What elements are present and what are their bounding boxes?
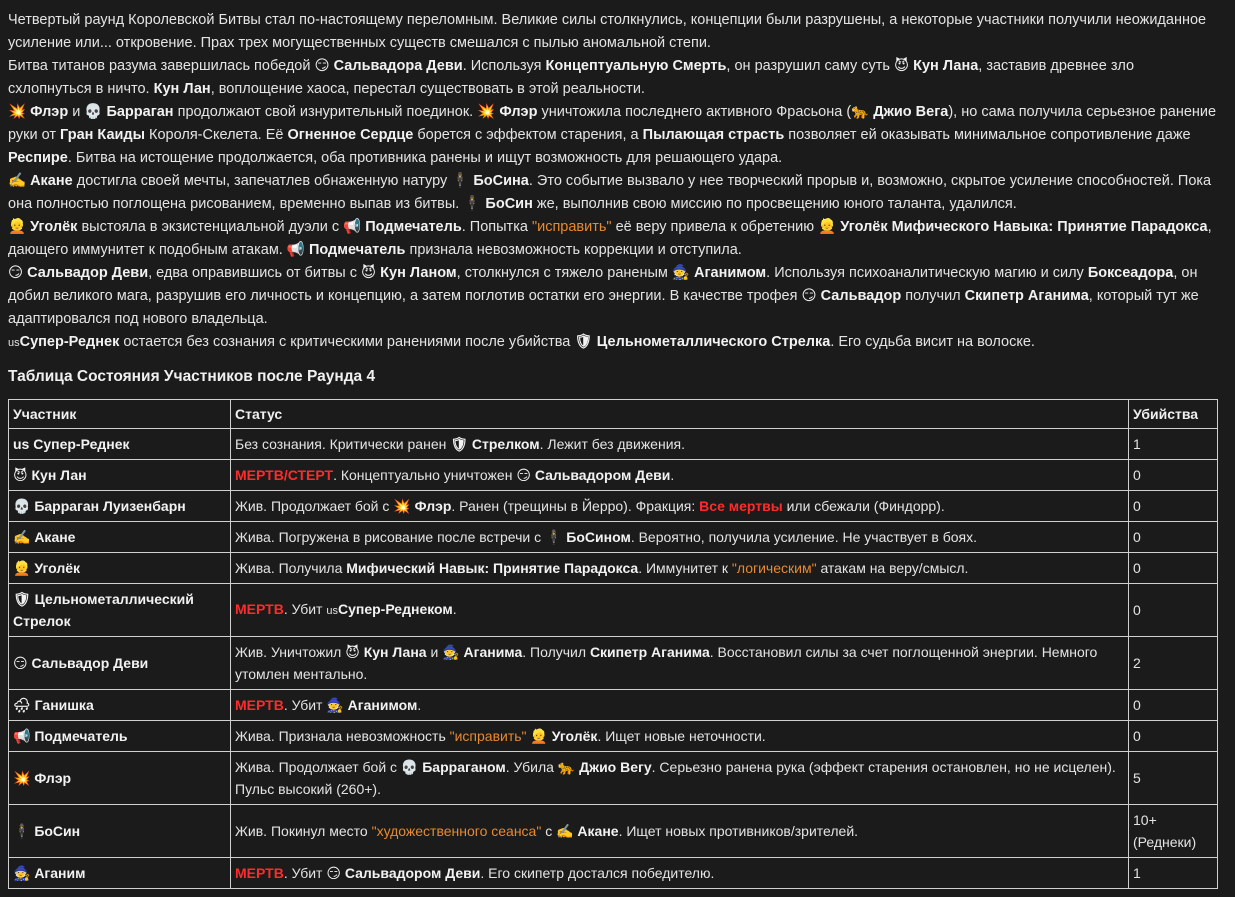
text-segment: или сбежали (Финдорр). <box>782 498 945 514</box>
text-segment: позволяет ей оказывать минимальное сопротивление даже <box>784 127 1191 143</box>
paragraph-ugolek <box>8 216 1220 262</box>
text-segment: . Иммунитет к <box>638 560 732 576</box>
table-body <box>9 429 1218 889</box>
bold-text: 👱 Уголёк Мифического Навыка: Принятие Парадокса <box>818 219 1208 235</box>
bold-text: Боксеадора <box>1087 265 1174 281</box>
participant-kills: 0 <box>1129 491 1218 522</box>
paragraph-salvador-vs-aganim <box>8 262 1220 331</box>
participant-kills: 0 <box>1129 690 1218 721</box>
bold-text: Скипетр Аганима <box>964 288 1089 304</box>
table-row <box>9 805 1218 858</box>
table-row <box>9 752 1218 805</box>
text-segment: . Убила <box>505 759 558 775</box>
participant-kills: 5 <box>1129 752 1218 805</box>
bold-text: ✍️ Акане <box>556 823 619 839</box>
header-kills: Убийства <box>1129 400 1218 429</box>
participant-name: 🕴 БоСин <box>9 805 231 858</box>
bold-text: 📢 Подмечатель <box>343 219 462 235</box>
header-participant: Участник <box>9 400 231 429</box>
bold-text: Скипетр Аганима <box>589 644 710 660</box>
text-segment: Жив. Уничтожил <box>235 644 346 660</box>
participant-kills: 0 <box>1129 460 1218 491</box>
bold-text: Кун Лан <box>153 81 211 97</box>
participant-status <box>231 584 1129 637</box>
participant-kills: 0 <box>1129 584 1218 637</box>
participant-name: 📢 Подмечатель <box>9 721 231 752</box>
text-segment: . Восстановил силы за счет поглощенной энергии. Немного утомлен ментально. <box>235 644 1098 682</box>
text-segment: . Используя <box>462 58 546 74</box>
text-segment: , он добил великого мага, разрушив его личность и концепцию, а затем поглотив остатки его энергии. В качестве трофея <box>8 265 1198 304</box>
bold-text: 🕴 БоСином <box>544 529 631 545</box>
text-segment: Жива. Продолжает бой с <box>235 759 401 775</box>
bold-text: Пылающая страсть <box>642 127 785 143</box>
bold-text: 💥 Флэр <box>393 498 452 514</box>
dead-status: Все мертвы <box>699 498 783 514</box>
text-segment: борется с эффектом старения, а <box>413 127 643 143</box>
bold-text: 😏 Сальвадор <box>801 288 902 304</box>
dead-status: МЕРТВ <box>235 601 284 617</box>
text-segment: , заставив древнее зло схлопнуться в ничто. <box>8 58 1135 97</box>
text-segment: . Убит <box>283 601 327 617</box>
text-segment: , воплощение хаоса, перестал существовать в этой реальности. <box>210 81 645 97</box>
bold-text: 💀 Барраган <box>84 104 174 120</box>
text-segment: признала невозможность коррекции и отступила. <box>405 242 742 258</box>
text-segment: . <box>417 697 422 713</box>
table-row <box>9 584 1218 637</box>
text-segment: Без сознания. Критически ранен <box>235 436 451 452</box>
text-segment: . Его судьба висит на волоске. <box>830 334 1035 350</box>
text-segment: ), но сама получила серьезное ранение руки от <box>8 104 1217 143</box>
text-segment: . Лежит без движения. <box>539 436 685 452</box>
text-segment: с <box>541 823 557 839</box>
bold-text: Супер-Реднек <box>19 334 120 350</box>
text-segment: Жива. Получила <box>235 560 347 576</box>
participant-name: 👱 Уголёк <box>9 553 231 584</box>
text-segment: Жива. Погружена в рисование после встречи с <box>235 529 545 545</box>
bold-text: 📢 Подмечатель <box>286 242 406 258</box>
table-row <box>9 721 1218 752</box>
participant-kills: 0 <box>1129 522 1218 553</box>
text-segment: достигла своей мечты, запечатлев обнаженную натуру <box>72 173 452 189</box>
participant-name: 💀 Барраган Луизенбарн <box>9 491 231 522</box>
participant-name: 🌧 Ганишка <box>9 690 231 721</box>
participant-status <box>231 721 1129 752</box>
chat-message <box>8 9 1220 889</box>
table-title: Таблица Состояния Участников после Раунда 4 <box>8 368 376 385</box>
bold-text: 💀 Барраганом <box>400 759 506 775</box>
participant-kills: 10+ (Реднеки) <box>1129 805 1218 858</box>
quoted-text: "исправить" <box>449 728 527 744</box>
bold-text: 😏 Сальвадором Деви <box>326 865 481 881</box>
status-table <box>8 399 1218 889</box>
text-segment: получил <box>901 288 965 304</box>
bold-text: 👱 Уголёк <box>8 219 78 235</box>
bold-text: 🐆 Джио Вегу <box>557 759 652 775</box>
participant-kills: 1 <box>1129 858 1218 889</box>
text-segment: , столкнулся с тяжело раненым <box>456 265 672 281</box>
quoted-text: "исправить" <box>531 219 612 235</box>
paragraph-intro: Четвертый раунд Королевской Битвы стал по-настоящему переломным. Великие силы столкнулись, концепции были разрушены, а некоторые участники получили неожиданное усиление или... откровение. Прах трех могущественных существ смешался с пылью аномальной степи. <box>8 12 1207 51</box>
text-segment: же, выполнив свою миссию по просвещению юного таланта, удалился. <box>532 196 1017 212</box>
bold-text: Респире <box>8 150 68 166</box>
text-segment: Жива. Признала невозможность <box>235 728 450 744</box>
bold-text: 😏 Сальвадором Деви <box>516 467 671 483</box>
participant-name: 😈 Кун Лан <box>9 460 231 491</box>
table-row <box>9 491 1218 522</box>
table-row <box>9 637 1218 690</box>
bold-text: Мифический Навык: Принятие Парадокса <box>346 560 639 576</box>
bold-text: ✍️ Акане <box>8 173 73 189</box>
text-segment: атакам на веру/смысл. <box>816 560 969 576</box>
text-segment: Жив. Продолжает бой с <box>235 498 394 514</box>
bold-text: Концептуальную Смерть <box>545 58 727 74</box>
participant-status <box>231 637 1129 690</box>
bold-text: 🐆 Джио Вега <box>851 104 949 120</box>
paragraph-salvador-vs-kunlan <box>8 55 1220 101</box>
text-segment: выстояла в экзистенциальной дуэли с <box>77 219 344 235</box>
bold-text: 🧙 Аганима <box>442 644 523 660</box>
quoted-text: "художественного сеанса" <box>371 823 542 839</box>
participant-status <box>231 858 1129 889</box>
bold-text: 🛡 Стрелком <box>450 436 540 452</box>
text-segment: . Ищет новых противников/зрителей. <box>618 823 859 839</box>
text-segment: . <box>670 467 675 483</box>
participant-status <box>231 522 1129 553</box>
participant-name: 😏 Сальвадор Деви <box>9 637 231 690</box>
bold-text: 😏 Сальвадора Деви <box>314 58 463 74</box>
table-row <box>9 460 1218 491</box>
participant-name: 💥 Флэр <box>9 752 231 805</box>
participant-kills: 1 <box>1129 429 1218 460</box>
participant-status <box>231 460 1129 491</box>
bold-text: 🕴 БоСина <box>451 173 529 189</box>
participant-status <box>231 429 1129 460</box>
bold-text: 🧙 Аганимом <box>326 697 418 713</box>
text-segment: продолжают свой изнурительный поединок. <box>173 104 478 120</box>
participant-name: us Супер-Реднек <box>9 429 231 460</box>
dead-status: МЕРТВ <box>235 865 284 881</box>
paragraph-super-redneck <box>8 331 1220 355</box>
bold-text: 😈 Кун Ланом <box>361 265 457 281</box>
text-segment: . Получил <box>522 644 590 660</box>
bold-text: 🧙 Аганимом <box>671 265 767 281</box>
table-row <box>9 429 1218 460</box>
text-segment: . Вероятно, получила усиление. Не участвует в боях. <box>630 529 977 545</box>
text-segment: , дающего иммунитет к подобным атакам. <box>8 219 1212 258</box>
text-segment: , который тут же адаптировался под нового владельца. <box>8 288 1199 327</box>
table-row <box>9 858 1218 889</box>
dead-status: МЕРТВ <box>235 697 284 713</box>
table-row <box>9 522 1218 553</box>
text-segment: . <box>452 601 457 617</box>
bold-text: 💥 Флэр <box>477 104 538 120</box>
bold-text: Гран Каиды <box>60 127 146 143</box>
bold-text: 😈 Кун Лана <box>345 644 427 660</box>
text-segment: . Его скипетр достался победителю. <box>480 865 715 881</box>
bold-text: Супер-Реднеком <box>337 601 453 617</box>
text-segment: , едва оправившись от битвы с <box>148 265 362 281</box>
text-segment: . Убит <box>283 697 327 713</box>
flag-us-icon: us <box>8 337 20 349</box>
bold-text: 🕴 БоСин <box>463 196 533 212</box>
text-segment: . Ищет новые неточности. <box>597 728 766 744</box>
paragraph-akane <box>8 170 1220 216</box>
text-segment: . Ранен (трещины в Йерро). Фракция: <box>451 498 700 514</box>
bold-text: 💥 Флэр <box>8 104 69 120</box>
table-row <box>9 553 1218 584</box>
text-segment: остается без сознания с критическими ранениями после убийства <box>119 334 575 350</box>
text-segment: , он разрушил саму суть <box>726 58 894 74</box>
dead-status: МЕРТВ/СТЕРТ <box>235 467 334 483</box>
bold-text: 🛡 Цельнометаллического Стрелка <box>574 334 831 350</box>
bold-text: 😈 Кун Лана <box>894 58 979 74</box>
text-segment: Короля-Скелета. Её <box>145 127 288 143</box>
participant-status <box>231 805 1129 858</box>
text-segment: Битва титанов разума завершилась победой <box>8 58 315 74</box>
bold-text: Огненное Сердце <box>287 127 414 143</box>
participant-kills: 0 <box>1129 553 1218 584</box>
quoted-text: "логическим" <box>731 560 817 576</box>
participant-status <box>231 491 1129 522</box>
table-row <box>9 690 1218 721</box>
participant-status <box>231 553 1129 584</box>
text-segment: . Серьезно ранена рука (эффект старения остановлен, но не исцелен). Пульс высокий (260+). <box>235 759 1116 797</box>
participant-kills: 0 <box>1129 721 1218 752</box>
participant-kills: 2 <box>1129 637 1218 690</box>
text-segment: . Это событие вызвало у нее творческий прорыв и, возможно, скрытое усиление способностей. Пока она полностью поглощена рисованием, временно выпав из битвы. <box>8 173 1212 212</box>
text-segment: Жив. Покинул место <box>235 823 372 839</box>
bold-text: 👱 Уголёк <box>530 728 598 744</box>
participant-name: ✍️ Акане <box>9 522 231 553</box>
text-segment: . Концептуально уничтожен <box>333 467 517 483</box>
participant-status <box>231 752 1129 805</box>
header-status: Статус <box>231 400 1129 429</box>
bold-text: 😏 Сальвадор Деви <box>8 265 149 281</box>
participant-name: 🧙 Аганим <box>9 858 231 889</box>
text-segment: . Попытка <box>461 219 532 235</box>
text-segment: . Используя психоаналитическую магию и силу <box>766 265 1088 281</box>
table-header-row <box>9 400 1218 429</box>
participant-status <box>231 690 1129 721</box>
text-segment: и <box>68 104 85 120</box>
text-segment: . Убит <box>283 865 327 881</box>
flag-us-icon: us <box>326 605 338 617</box>
text-segment: . Битва на истощение продолжается, оба противника ранены и ищут возможность для решающего удара. <box>67 150 783 166</box>
text-segment: её веру привела к обретению <box>611 219 819 235</box>
text-segment: уничтожила последнего активного Фрасьона ( <box>537 104 852 120</box>
participant-name: 🛡 Цельнометаллический Стрелок <box>9 584 231 637</box>
text-segment: и <box>426 644 443 660</box>
paragraph-flair-vs-barragan <box>8 101 1220 170</box>
